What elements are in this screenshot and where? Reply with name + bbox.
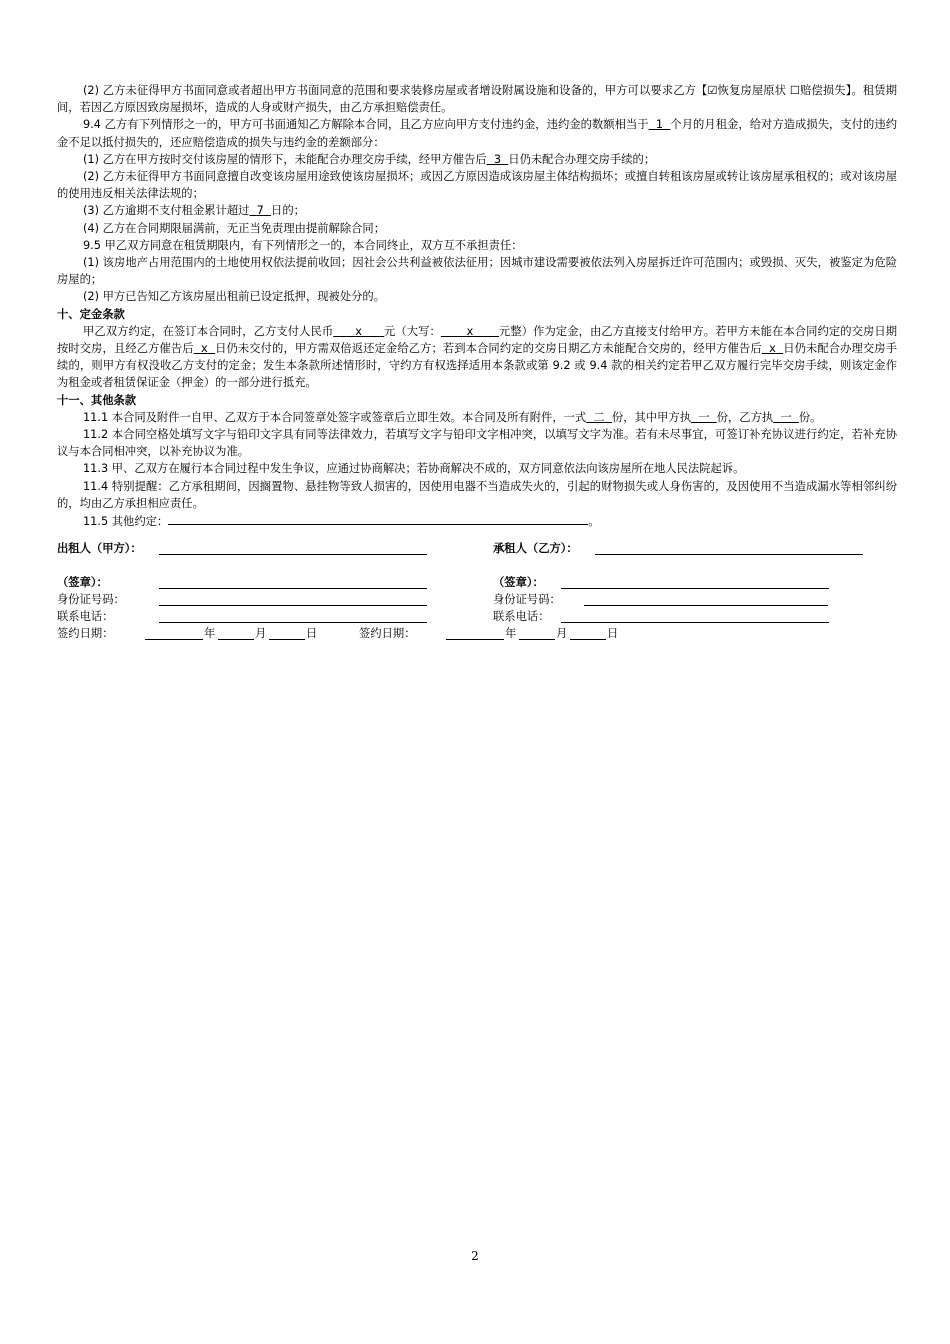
section-10-heading: 十、定金条款: [57, 307, 125, 321]
clause-9-4: 9.4 乙方有下列情形之一的，甲方可书面通知乙方解除本合同，且乙方应向甲方支付违约金，违约金的数额相当于 1 个月的月租金，给对方造成损失，支付的违约金不足以抵付损失的，还应赔偿造成的损失与违约金的差额部分：: [57, 118, 898, 149]
fill-deposit-amount: x: [355, 324, 362, 338]
other-agreement-line[interactable]: [168, 512, 588, 525]
lessee-day-line[interactable]: [570, 627, 606, 640]
clause-11-2: 11.2 本合同空格处填写文字与铅印文字具有同等法律效力，若填写文字与铅印文字相冲突，以填写文字为准。若有未尽事宜，可签订补充协议进行约定，若补充协议与本合同相冲突，以补充协议为准。: [57, 428, 897, 459]
seal-row: [57, 574, 897, 591]
lessee-month: 月: [556, 627, 568, 640]
fill-overdue-days: 7: [256, 204, 264, 218]
lessor-id-label: 身份证号码：: [57, 593, 125, 606]
fill-tenant-notice: x: [769, 342, 776, 356]
clause-11-1: 11.1 本合同及附件一自甲、乙双方于本合同签章处签字或签章后立即生效。本合同及所有附件，一式 二 份，其中甲方执 一 份，乙方执 一 份。: [83, 410, 822, 424]
lessee-id-label: 身份证号码：: [493, 593, 561, 606]
lessee-name-line[interactable]: [595, 542, 863, 555]
lessee-year-line[interactable]: [446, 627, 504, 640]
date-row: [57, 625, 897, 642]
clause-9-5-1: (1) 该房地产占用范围内的土地使用权依法提前收回；因社会公共利益被依法征用；因城市建设需要被依法列入房屋拆迁许可范围内；或毁损、灭失，被鉴定为危险房屋的；: [57, 256, 897, 287]
clause-9-4-4: (4) 乙方在合同期限届满前，无正当免责理由提前解除合同；: [83, 221, 386, 235]
lessee-month-line[interactable]: [519, 627, 555, 640]
clause-11-4: 11.4 特别提醒：乙方承租期间，因搁置物、悬挂物等致人损害的，因使用电器不当造成失火的，引起的财物损失或人身伤害的，及因使用不当造成漏水等相邻纠纷的，均由乙方承担相应责任。: [57, 479, 897, 510]
lessor-day: 日: [306, 627, 318, 640]
fill-copies: 二: [593, 410, 605, 424]
lessee-phone-line[interactable]: [561, 610, 829, 623]
lessee-id-line[interactable]: [584, 593, 828, 606]
clause-9-4-1: (1) 乙方在甲方按时交付该房屋的情形下，未能配合办理交房手续，经甲方催告后 3 日仍未配合办理交房手续的；: [83, 152, 656, 166]
lessor-year: 年: [204, 627, 216, 640]
section-11-heading: 十一、其他条款: [57, 393, 137, 407]
party-row: [57, 540, 897, 557]
lessor-month-line[interactable]: [218, 627, 254, 640]
fill-landlord-notice: x: [201, 342, 208, 356]
clause-10-deposit: 甲乙双方约定，在签订本合同时，乙方支付人民币 x 元（大写： x 元整）作为定金，由乙方直接支付给甲方。若甲方未能在本合同约定的交房日期按时交房，且经乙方催告后 x 日仍未交付的，甲方需双倍返还定金给乙方；若到本合同约定的交房日期乙方未能配合交房的，经甲方催告后 x 日仍未配合办理交房手续的，则甲方有权没收乙方支付的定金；发生本条款所述情形时，守约方有权选择适用本条款或第 9.2 或 9.4 款的相关约定若甲乙双方履行完毕交房手续，则该定金作为租金或者租赁保证金（押金）的一部分进行抵充。: [57, 324, 897, 390]
lessor-id-line[interactable]: [159, 593, 427, 606]
fill-tenant-copies: 一: [780, 410, 792, 424]
lessee-seal-line[interactable]: [561, 576, 829, 589]
lessee-seal-label: （签章）：: [493, 576, 544, 589]
lessor-date-label: 签约日期：: [57, 627, 114, 640]
fill-notice-days: 3: [493, 152, 502, 166]
lessor-name-line[interactable]: [159, 542, 427, 555]
clause-9-4-2: (2) 乙方未征得甲方书面同意擅自改变该房屋用途致使该房屋损坏；或因乙方原因造成该房屋主体结构损坏；或擅自转租该房屋或转让该房屋承租权的；或对该房屋的使用违反相关法律法规的；: [57, 170, 897, 201]
clause-9-3-2: (2) 乙方未征得甲方书面同意或者超出甲方书面同意的范围和要求装修房屋或者增设附属设施和设备的，甲方可以要求乙方【☑恢复房屋原状 ☐赔偿损失】。租赁期间，若因乙方原因致房屋损坏，造成的人身或财产损失，由乙方承担赔偿责任。: [57, 84, 897, 115]
fill-deposit-capital: x: [466, 324, 474, 338]
lessor-label: 出租人（甲方）：: [57, 542, 142, 555]
fill-landlord-copies: 一: [698, 410, 710, 424]
lessor-day-line[interactable]: [269, 627, 305, 640]
clause-9-5: 9.5 甲乙双方同意在租赁期限内，有下列情形之一的，本合同终止，双方互不承担责任：: [83, 238, 523, 252]
lessee-label: 承租人（乙方）：: [493, 542, 578, 555]
lessee-day: 日: [607, 627, 619, 640]
lessor-year-line[interactable]: [145, 627, 203, 640]
clause-11-5: 11.5 其他约定： 。: [57, 512, 897, 530]
page-number: 2: [471, 1249, 479, 1263]
lessee-year: 年: [505, 627, 517, 640]
clause-9-4-3: (3) 乙方逾期不支付租金累计超过 7 日的；: [83, 204, 305, 218]
lessee-phone-label: 联系电话：: [493, 610, 550, 623]
lessee-date-label: 签约日期：: [359, 627, 416, 640]
phone-row: [57, 608, 897, 625]
clause-9-5-2: (2) 甲方已告知乙方该房屋出租前已设定抵押，现被处分的。: [83, 290, 386, 304]
lessor-seal-line[interactable]: [159, 576, 427, 589]
contract-body: [57, 82, 897, 530]
id-row: [57, 591, 897, 608]
lessor-seal-label: （签章）：: [57, 576, 108, 589]
fill-penalty-months: 1: [655, 118, 664, 132]
clause-11-3: 11.3 甲、乙双方在履行本合同过程中发生争议，应通过协商解决；若协商解决不成的，双方同意依法向该房屋所在地人民法院起诉。: [83, 462, 745, 476]
lessor-phone-label: 联系电话：: [57, 610, 114, 623]
lessor-phone-line[interactable]: [159, 610, 427, 623]
lessor-month: 月: [255, 627, 267, 640]
